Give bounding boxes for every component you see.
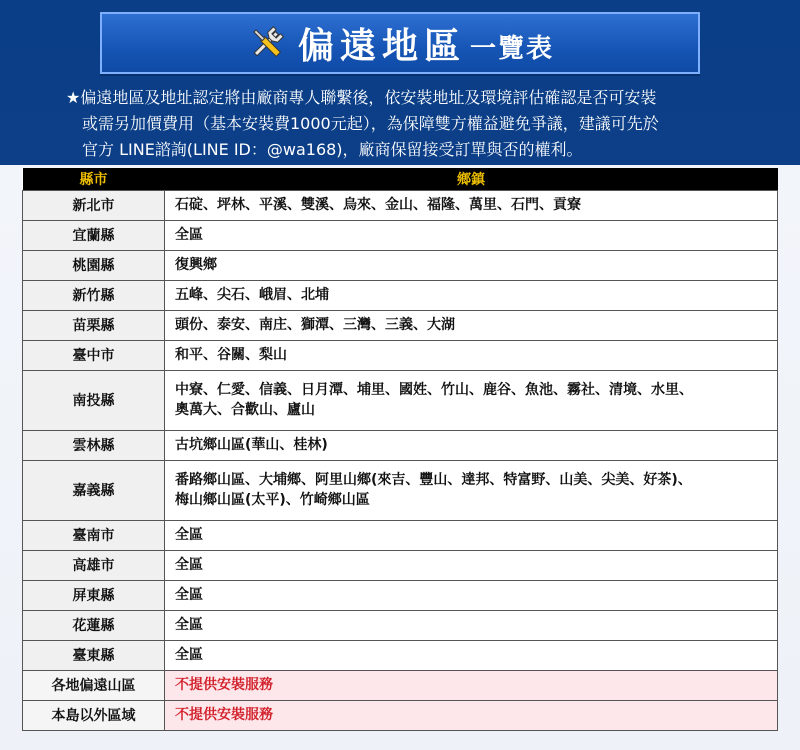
county-cell: 雲林縣: [23, 430, 165, 460]
table-row-warning: [23, 670, 778, 700]
table-row: [23, 640, 778, 670]
tools-icon: [246, 22, 288, 64]
notice-line: 官方 LINE諮詢(LINE ID：@wa168)，廠商保留接受訂單與否的權利。: [82, 140, 583, 159]
table-row: [23, 370, 778, 430]
towns-line: 中寮、仁愛、信義、日月潭、埔里、國姓、竹山、鹿谷、魚池、霧社、清境、水里、: [175, 382, 693, 398]
towns-cell: 全區: [165, 520, 778, 550]
notice-text: [66, 85, 746, 163]
table-row: [23, 220, 778, 250]
county-cell: 本島以外區域: [23, 700, 165, 730]
towns-cell: 古坑鄉山區(華山、桂林): [165, 430, 778, 460]
table-row: [23, 250, 778, 280]
table-row: [23, 280, 778, 310]
county-cell: 屏東縣: [23, 580, 165, 610]
county-cell: 新竹縣: [23, 280, 165, 310]
county-cell: 苗栗縣: [23, 310, 165, 340]
table-row: [23, 610, 778, 640]
county-cell: 臺中市: [23, 340, 165, 370]
county-cell: 嘉義縣: [23, 460, 165, 520]
column-header-towns: 鄉鎮: [165, 168, 778, 190]
towns-cell: 和平、谷關、梨山: [165, 340, 778, 370]
county-cell: 桃園縣: [23, 250, 165, 280]
title-bar: [100, 12, 700, 74]
table-row: [23, 340, 778, 370]
towns-cell: [165, 370, 778, 430]
table-row-warning: [23, 700, 778, 730]
table-row: [23, 430, 778, 460]
county-cell: 宜蘭縣: [23, 220, 165, 250]
page-subtitle: 一覽表: [470, 33, 555, 64]
towns-cell: [165, 460, 778, 520]
notice-line: 或需另加價費用（基本安裝費1000元起），為保障雙方權益避免爭議，建議可先於: [82, 114, 659, 133]
table-row: [23, 460, 778, 520]
header-banner: [0, 0, 800, 165]
county-cell: 各地偏遠山區: [23, 670, 165, 700]
county-cell: 臺東縣: [23, 640, 165, 670]
county-cell: 花蓮縣: [23, 610, 165, 640]
table-row: [23, 550, 778, 580]
table-row: [23, 310, 778, 340]
remote-areas-table: [22, 168, 778, 731]
towns-cell: 石碇、坪林、平溪、雙溪、烏來、金山、福隆、萬里、石門、貢寮: [165, 190, 778, 220]
county-cell: 高雄市: [23, 550, 165, 580]
county-cell: 臺南市: [23, 520, 165, 550]
county-cell: 新北市: [23, 190, 165, 220]
page-title: 偏遠地區: [297, 25, 466, 67]
column-header-county: 縣市: [23, 168, 165, 190]
table-row: [23, 190, 778, 220]
county-cell: 南投縣: [23, 370, 165, 430]
towns-cell: 五峰、尖石、峨眉、北埔: [165, 280, 778, 310]
towns-cell: 全區: [165, 220, 778, 250]
towns-cell: 頭份、泰安、南庄、獅潭、三灣、三義、大湖: [165, 310, 778, 340]
table-row: [23, 580, 778, 610]
no-service-cell: 不提供安裝服務: [165, 700, 778, 730]
towns-cell: 全區: [165, 550, 778, 580]
table-header-row: [23, 168, 778, 190]
notice-line: ★偏遠地區及地址認定將由廠商專人聯繫後，依安裝地址及環境評估確認是否可安裝: [66, 88, 657, 107]
towns-line: 番路鄉山區、大埔鄉、阿里山鄉(來吉、豐山、達邦、特富野、山美、尖美、好茶)、: [175, 472, 692, 488]
towns-cell: 全區: [165, 610, 778, 640]
table-row: [23, 520, 778, 550]
towns-cell: 復興鄉: [165, 250, 778, 280]
towns-cell: 全區: [165, 580, 778, 610]
towns-line: 奧萬大、合歡山、廬山: [175, 402, 315, 418]
towns-cell: 全區: [165, 640, 778, 670]
no-service-cell: 不提供安裝服務: [165, 670, 778, 700]
towns-line: 梅山鄉山區(太平)、竹崎鄉山區: [175, 492, 370, 508]
